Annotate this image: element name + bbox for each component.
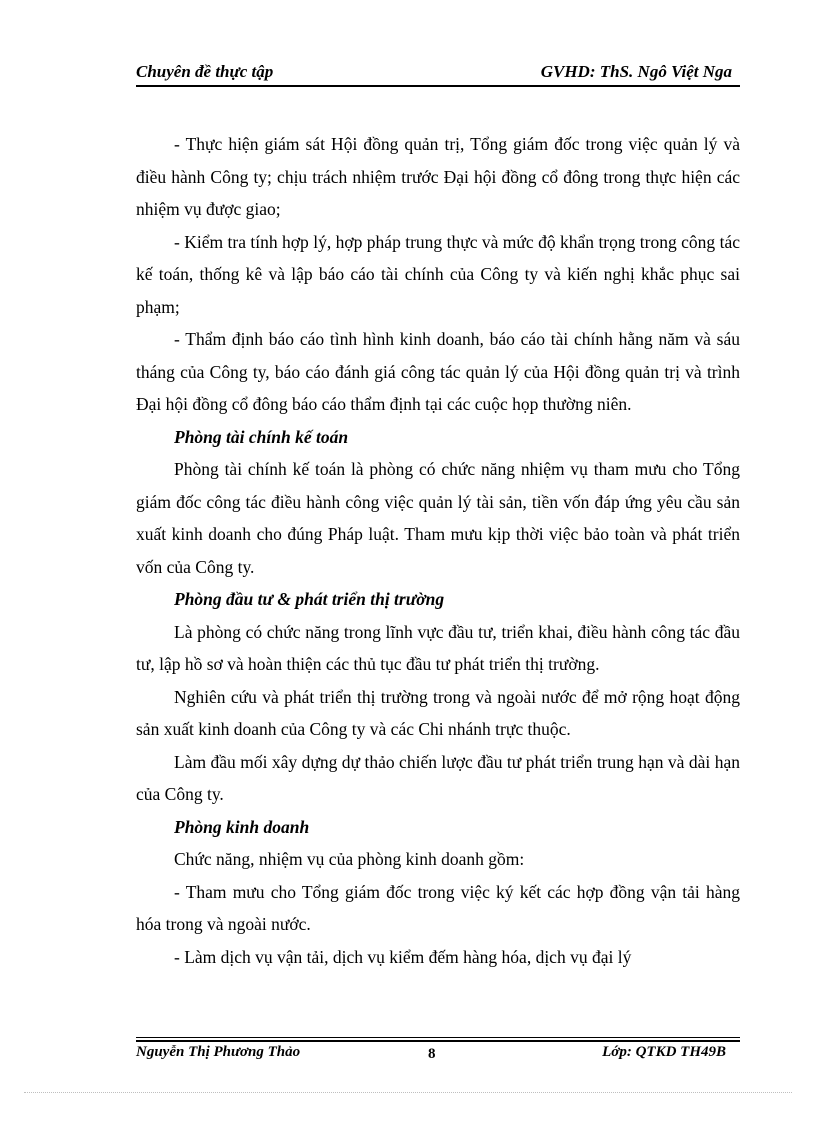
paragraph: - Thực hiện giám sát Hội đồng quản trị, Tổng giám đốc trong việc quản lý và điều hành Công ty; chịu trách nhiệm trước Đại hội đồng cổ đông trong thực hiện các nhiệm vụ được giao;: [136, 134, 740, 219]
page-footer: [136, 1044, 740, 1066]
paragraph: - Kiểm tra tính hợp lý, hợp pháp trung thực và mức độ khẩn trọng trong công tác kế toán, thống kê và lập báo cáo tài chính của Công ty và kiến nghị khắc phục sai phạm;: [136, 231, 740, 317]
document-body: [136, 128, 740, 973]
paragraph: Nghiên cứu và phát triển thị trường trong và ngoài nước để mở rộng hoạt động sản xuất kinh doanh của Công ty và các Chi nhánh trực thuộc.: [136, 686, 740, 739]
header-rule: [136, 85, 740, 87]
page-bottom-border: [24, 1092, 792, 1120]
paragraph: - Tham mưu cho Tổng giám đốc trong việc ký kết các hợp đồng vận tải hàng hóa trong và ngoài nước.: [136, 881, 740, 934]
paragraph: - Làm dịch vụ vận tải, dịch vụ kiểm đếm hàng hóa, dịch vụ đại lý: [174, 946, 632, 967]
header-supervisor: GVHD: ThS. Ngô Việt Nga: [540, 62, 732, 81]
paragraph: Là phòng có chức năng trong lĩnh vực đầu tư, triển khai, điều hành công tác đầu tư, lập hồ sơ và hoàn thiện các thủ tục đầu tư phát triển thị trường.: [136, 621, 740, 674]
footer-rule: [136, 1037, 740, 1038]
section-heading: Phòng tài chính kế toán: [174, 426, 349, 447]
paragraph: Làm đầu mối xây dựng dự thảo chiến lược đầu tư phát triển trung hạn và dài hạn của Công ty.: [136, 751, 740, 804]
footer-author: Nguyễn Thị Phương Thảo: [136, 1044, 301, 1060]
footer-class: Lớp: QTKD TH49B: [602, 1044, 726, 1060]
page-header: [136, 58, 740, 84]
paragraph: Phòng tài chính kế toán là phòng có chức năng nhiệm vụ tham mưu cho Tổng giám đốc công tác điều hành công việc quản lý tài sản, tiền vốn đáp ứng yêu cầu sản xuất kinh doanh cho đúng Pháp luật. Tham mưu kịp thời việc bảo toàn và phát triển vốn của Công ty.: [136, 459, 740, 577]
section-heading: Phòng đầu tư & phát triển thị trường: [174, 589, 445, 609]
section-heading: Phòng kinh doanh: [174, 816, 310, 837]
page-number: 8: [428, 1046, 436, 1062]
paragraph: - Thẩm định báo cáo tình hình kinh doanh, báo cáo tài chính hằng năm và sáu tháng của Công ty, báo cáo đánh giá công tác quản lý của Hội đồng quản trị và trình Đại hội đồng cổ đông báo cáo thẩm định tại các cuộc họp thường niên.: [136, 329, 740, 414]
header-report-title: Chuyên đề thực tập: [136, 62, 274, 81]
footer-rule: [136, 1040, 740, 1042]
paragraph: Chức năng, nhiệm vụ của phòng kinh doanh gồm:: [174, 849, 525, 869]
